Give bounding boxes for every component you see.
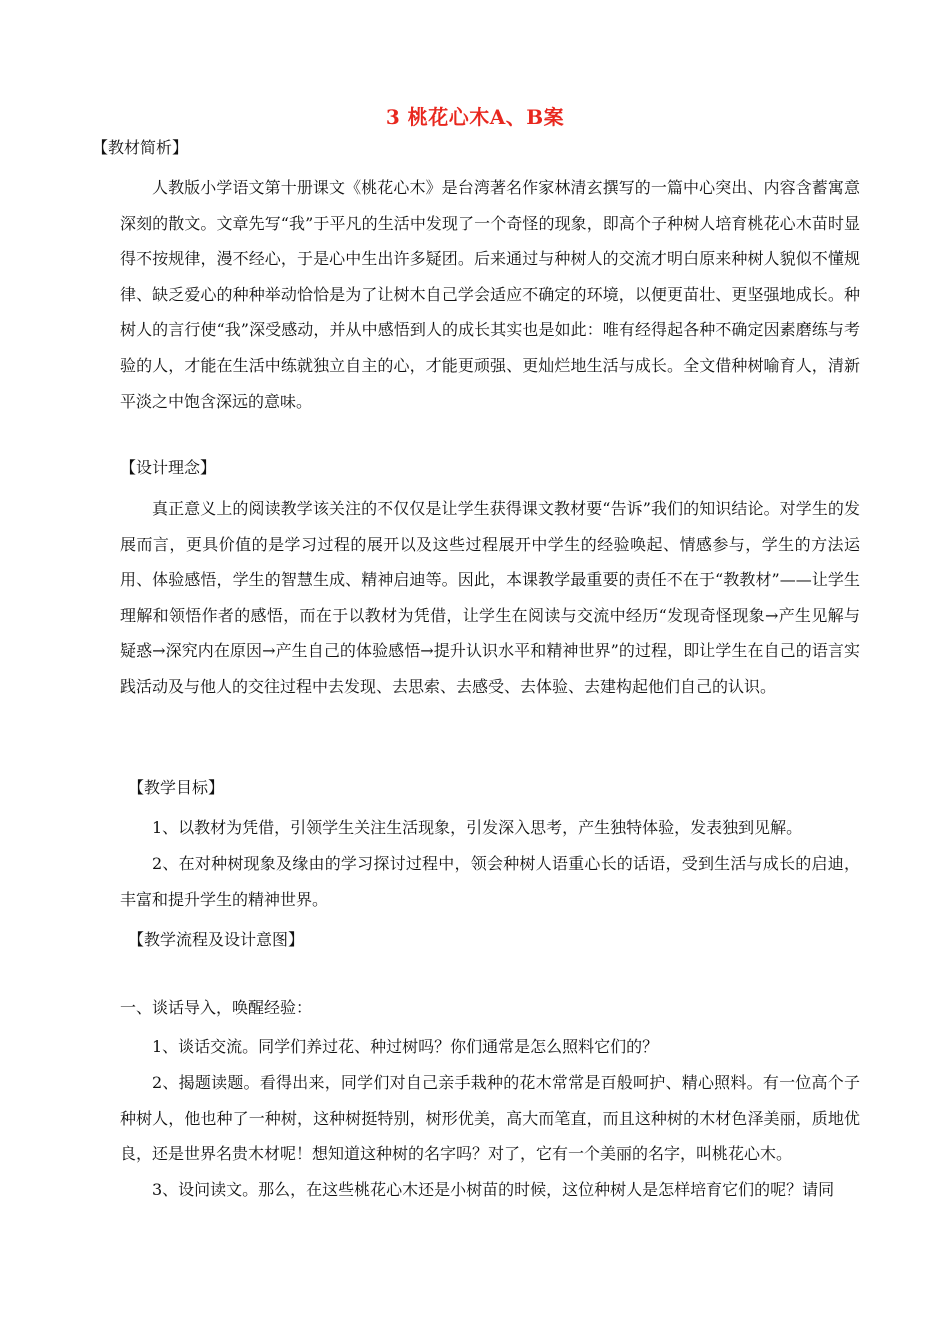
- paragraph-sheji: 真正意义上的阅读教学该关注的不仅仅是让学生获得课文教材要“告诉”我们的知识结论。对学生的发展而言，更具价值的是学习过程的展开以及这些过程展开中学生的经验唤起、情感参与，学生的方法运用、体验感悟，学生的智慧生成、精神启迪等。因此，本课教学最重要的责任不在于“教教材”——让学生理解和领悟作者的感悟，而在于以教材为凭借，让学生在阅读与交流中经历“发现奇怪现象→产生见解与疑惑→深究内在原因→产生自己的体验感悟→提升认识水平和精神世界”的过程，即让学生在自己的语言实践活动及与他人的交往过程中去发现、去思索、去感受、去体验、去建构起他们自己的认识。: [120, 499, 860, 696]
- section-heading-jiaocai: 【教材简析】: [92, 138, 189, 157]
- paragraph-jiaocai: 人教版小学语文第十册课文《桃花心木》是台湾著名作家林清玄撰写的一篇中心突出、内容含蓄寓意深刻的散文。文章先写“我”于平凡的生活中发现了一个奇怪的现象，即高个子种树人培育桃花心木苗时显得不按规律，漫不经心，于是心中生出许多疑团。后来通过与种树人的交流才明白原来种树人貌似不懂规律、缺乏爱心的种种举动恰恰是为了让树木自己学会适应不确定的环境，以便更苗壮、更坚强地成长。种树人的言行使“我”深受感动，并从中感悟到人的成长其实也是如此：唯有经得起各种不确定因素磨练与考验的人，才能在生活中练就独立自主的心，才能更顽强、更灿烂地生活与成长。全文借种树喻育人，清新平淡之中饱含深远的意味。: [120, 178, 860, 411]
- section-heading-mubiao: 【教学目标】: [128, 778, 225, 797]
- paragraph-step1-3: 3、设问读文。那么，在这些桃花心木还是小树苗的时候，这位种树人是怎样培育它们的呢？请同: [152, 1180, 835, 1199]
- paragraph-mubiao-1: 1、以教材为凭借，引领学生关注生活现象，引发深入思考，产生独特体验，发表独到见解。: [152, 818, 803, 837]
- paragraph-step1-1: 1、谈话交流。同学们养过花、种过树吗？你们通常是怎么照料它们的？: [152, 1037, 659, 1056]
- step-heading-1: 一、谈话导入，唤醒经验：: [120, 998, 313, 1017]
- section-heading-sheji: 【设计理念】: [120, 458, 217, 477]
- section-heading-liucheng: 【教学流程及设计意图】: [128, 930, 305, 949]
- paragraph-step1-2: 2、揭题读题。看得出来，同学们对自己亲手栽种的花木常常是百般呵护、精心照料。有一位高个子种树人，他也种了一种树，这种树挺特别，树形优美，高大而笔直，而且这种树的木材色泽美丽，质地优良，还是世界名贵木材呢！想知道这种树的名字吗？对了，它有一个美丽的名字，叫桃花心木。: [120, 1073, 860, 1164]
- paragraph-mubiao-2: 2、在对种树现象及缘由的学习探讨过程中，领会种树人语重心长的话语，受到生活与成长的启迪，丰富和提升学生的精神世界。: [120, 854, 860, 909]
- document-title: 3 桃花心木A、B案: [385, 105, 565, 129]
